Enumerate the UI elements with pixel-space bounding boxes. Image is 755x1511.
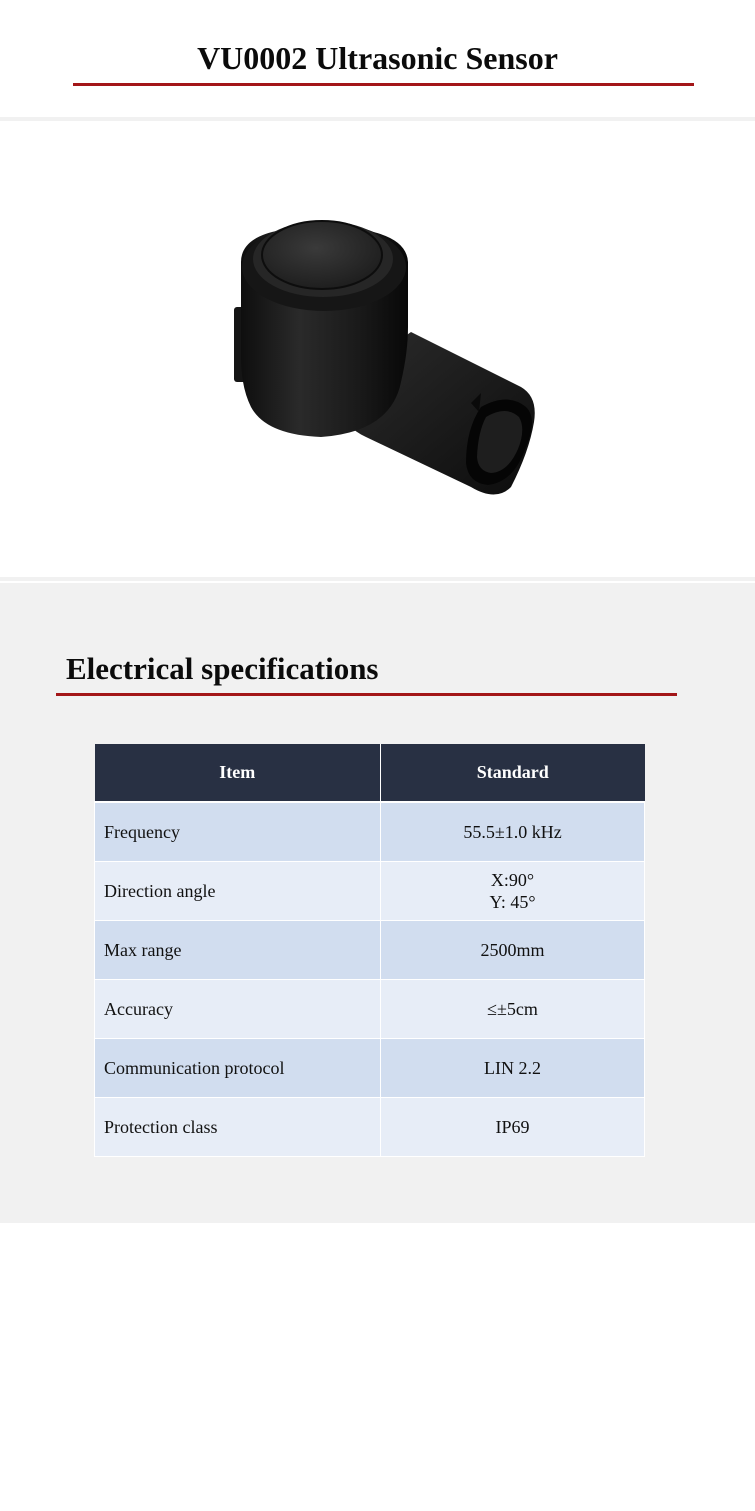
divider bbox=[0, 577, 755, 581]
specs-section bbox=[0, 583, 755, 1223]
spec-value: ≤±5cm bbox=[381, 980, 645, 1039]
table-row bbox=[95, 862, 645, 921]
table-row bbox=[95, 921, 645, 980]
column-header-item: Item bbox=[95, 744, 381, 802]
spec-value: X:90° Y: 45° bbox=[381, 862, 645, 921]
spec-table bbox=[94, 744, 645, 1157]
spec-value: IP69 bbox=[381, 1098, 645, 1157]
spec-item: Max range bbox=[95, 921, 381, 980]
section-underline bbox=[56, 693, 677, 696]
header bbox=[0, 0, 755, 117]
table-header-row bbox=[95, 744, 645, 802]
spec-item: Direction angle bbox=[95, 862, 381, 921]
table-row bbox=[95, 980, 645, 1039]
spec-value: 55.5±1.0 kHz bbox=[381, 802, 645, 862]
spec-item: Frequency bbox=[95, 802, 381, 862]
table-row bbox=[95, 1039, 645, 1098]
spec-value: 2500mm bbox=[381, 921, 645, 980]
table-row bbox=[95, 802, 645, 862]
product-section bbox=[0, 121, 755, 577]
ultrasonic-sensor-image bbox=[226, 207, 546, 497]
spec-item: Accuracy bbox=[95, 980, 381, 1039]
spec-item: Protection class bbox=[95, 1098, 381, 1157]
page-title: VU0002 Ultrasonic Sensor bbox=[197, 40, 558, 76]
title-underline bbox=[73, 83, 694, 86]
table-row bbox=[95, 1098, 645, 1157]
section-title: Electrical specifications bbox=[66, 651, 379, 686]
spec-item: Communication protocol bbox=[95, 1039, 381, 1098]
spec-value: LIN 2.2 bbox=[381, 1039, 645, 1098]
column-header-standard: Standard bbox=[381, 744, 645, 802]
